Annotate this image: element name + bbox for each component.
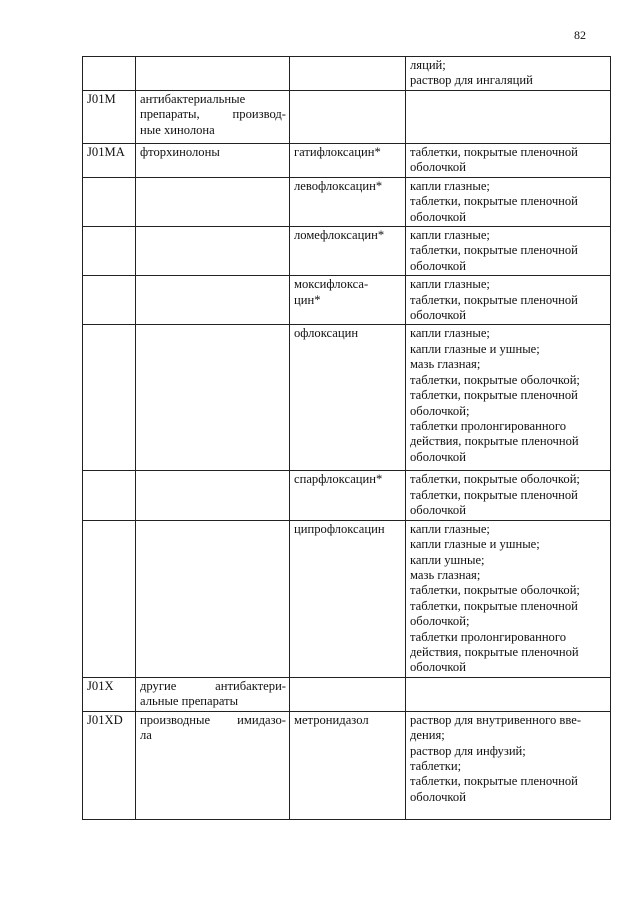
drug-name-line: спарфлоксацин*: [294, 472, 383, 487]
group-text-line: фторхинолоны: [140, 145, 220, 159]
page-number: 82: [574, 28, 586, 42]
dosage-form-line: оболочкой: [410, 258, 466, 273]
dosage-form-line: оболочкой: [410, 449, 466, 464]
dosage-form-line: капли глазные;: [410, 228, 490, 243]
table-body: [83, 57, 611, 820]
dosage-form-line: таблетки, покрытые пленочной: [410, 598, 578, 613]
drug-name-line: цин*: [294, 292, 321, 307]
dosage-form-line: оболочкой;: [410, 403, 470, 418]
atc-code-cell: [83, 471, 136, 520]
drug-name-line: левофлоксацин*: [294, 178, 383, 193]
group-text-line: ные хинолона: [140, 122, 215, 137]
dosage-forms-cell: [406, 325, 611, 471]
atc-code-cell: [83, 677, 136, 711]
group-text-line: производные имидазо-: [140, 712, 286, 727]
dosage-form-line: таблетки, покрытые пленочной: [410, 145, 578, 159]
anatomical-group-cell: [136, 677, 290, 711]
drug-name-cell: [290, 57, 406, 91]
anatomical-group-cell: [136, 144, 290, 178]
atc-code-cell: [83, 711, 136, 819]
dosage-form-line: мазь глазная;: [410, 357, 481, 372]
table-row: [83, 677, 611, 711]
dosage-forms-cell: [406, 177, 611, 226]
dosage-form-line: капли глазные и ушные;: [410, 537, 540, 552]
table-row: [83, 144, 611, 178]
dosage-form-line: таблетки, покрытые пленочной: [410, 487, 578, 502]
atc-code-cell: [83, 144, 136, 178]
dosage-form-line: оболочкой: [410, 660, 466, 675]
drug-name-cell: [290, 520, 406, 677]
atc-code: J01MA: [87, 145, 125, 159]
group-text-line: препараты, производ-: [140, 107, 286, 122]
dosage-form-line: капли глазные;: [410, 521, 490, 536]
atc-code-cell: [83, 91, 136, 144]
dosage-forms-cell: [406, 57, 611, 91]
dosage-forms-cell: [406, 227, 611, 276]
dosage-form-line: таблетки, покрытые пленочной: [410, 194, 578, 209]
atc-code-cell: [83, 57, 136, 91]
dosage-form-line: раствор для внутривенного вве-: [410, 712, 582, 727]
atc-code-cell: [83, 325, 136, 471]
table-row: [83, 177, 611, 226]
dosage-form-line: оболочкой: [410, 160, 466, 175]
dosage-form-line: капли глазные и ушные;: [410, 341, 540, 356]
dosage-form-line: таблетки, покрытые пленочной: [410, 774, 578, 789]
drug-name-cell: [290, 325, 406, 471]
dosage-form-line: капли глазные;: [410, 326, 490, 341]
drug-name-cell: [290, 471, 406, 520]
dosage-form-line: таблетки пролонгированного: [410, 629, 567, 644]
drug-name-line: метронидазол: [294, 712, 369, 727]
dosage-form-line: таблетки, покрытые пленочной: [410, 388, 578, 403]
dosage-form-line: таблетки, покрытые оболочкой;: [410, 372, 580, 387]
dosage-forms-cell: [406, 677, 611, 711]
anatomical-group-cell: [136, 57, 290, 91]
table-row: [83, 91, 611, 144]
atc-code-cell: [83, 227, 136, 276]
table-row: [83, 227, 611, 276]
atc-code-cell: [83, 177, 136, 226]
atc-code-cell: [83, 520, 136, 677]
dosage-form-line: таблетки;: [410, 758, 462, 773]
drug-name-cell: [290, 177, 406, 226]
dosage-form-line: ляций;: [410, 58, 446, 72]
atc-code: J01XD: [87, 712, 123, 727]
dosage-form-line: оболочкой: [410, 308, 466, 323]
dosage-form-line: оболочкой: [410, 503, 466, 518]
atc-code: J01M: [87, 92, 116, 106]
anatomical-group-cell: [136, 520, 290, 677]
table-row: [83, 711, 611, 819]
dosage-form-line: таблетки, покрытые оболочкой;: [410, 583, 580, 598]
group-text-line: альные препараты: [140, 694, 239, 709]
dosage-forms-cell: [406, 711, 611, 819]
drug-name-line: гатифлоксацин*: [294, 145, 381, 159]
group-text-line: антибактериальные: [140, 92, 246, 106]
anatomical-group-cell: [136, 91, 290, 144]
dosage-form-line: дения;: [410, 728, 445, 743]
dosage-form-line: раствор для инфузий;: [410, 743, 526, 758]
drug-name-cell: [290, 711, 406, 819]
dosage-forms-cell: [406, 520, 611, 677]
dosage-form-line: действия, покрытые пленочной: [410, 434, 579, 449]
drug-classification-table: [82, 56, 611, 820]
dosage-form-line: оболочкой;: [410, 614, 470, 629]
drug-name-cell: [290, 144, 406, 178]
dosage-form-line: таблетки, покрытые пленочной: [410, 243, 578, 258]
dosage-forms-cell: [406, 471, 611, 520]
table-row: [83, 471, 611, 520]
dosage-forms-cell: [406, 91, 611, 144]
table-row: [83, 325, 611, 471]
drug-name-cell: [290, 227, 406, 276]
drug-name-line: ципрофлоксацин: [294, 521, 385, 536]
group-text-line: другие антибактери-: [140, 678, 286, 693]
dosage-form-line: оболочкой: [410, 789, 466, 804]
anatomical-group-cell: [136, 325, 290, 471]
dosage-form-line: мазь глазная;: [410, 567, 481, 582]
anatomical-group-cell: [136, 177, 290, 226]
table-row: [83, 276, 611, 325]
group-text-line: ла: [140, 728, 152, 743]
dosage-form-line: таблетки, покрытые пленочной: [410, 292, 578, 307]
dosage-form-line: таблетки пролонгированного: [410, 418, 567, 433]
dosage-forms-cell: [406, 276, 611, 325]
table-row: [83, 57, 611, 91]
anatomical-group-cell: [136, 471, 290, 520]
atc-code: J01X: [87, 678, 114, 693]
dosage-forms-cell: [406, 144, 611, 178]
anatomical-group-cell: [136, 711, 290, 819]
dosage-form-line: действия, покрытые пленочной: [410, 644, 579, 659]
dosage-form-line: оболочкой: [410, 209, 466, 224]
drug-name-line: офлоксацин: [294, 326, 359, 341]
dosage-form-line: капли ушные;: [410, 552, 485, 567]
drug-name-line: моксифлокса-: [294, 277, 369, 292]
drug-name-line: ломефлоксацин*: [294, 228, 385, 243]
drug-name-cell: [290, 677, 406, 711]
atc-code-cell: [83, 276, 136, 325]
dosage-form-line: капли глазные;: [410, 277, 490, 292]
anatomical-group-cell: [136, 227, 290, 276]
drug-name-cell: [290, 276, 406, 325]
dosage-form-line: капли глазные;: [410, 178, 490, 193]
table-row: [83, 520, 611, 677]
dosage-form-line: раствор для ингаляций: [410, 73, 533, 88]
dosage-form-line: таблетки, покрытые оболочкой;: [410, 472, 580, 487]
anatomical-group-cell: [136, 276, 290, 325]
drug-name-cell: [290, 91, 406, 144]
